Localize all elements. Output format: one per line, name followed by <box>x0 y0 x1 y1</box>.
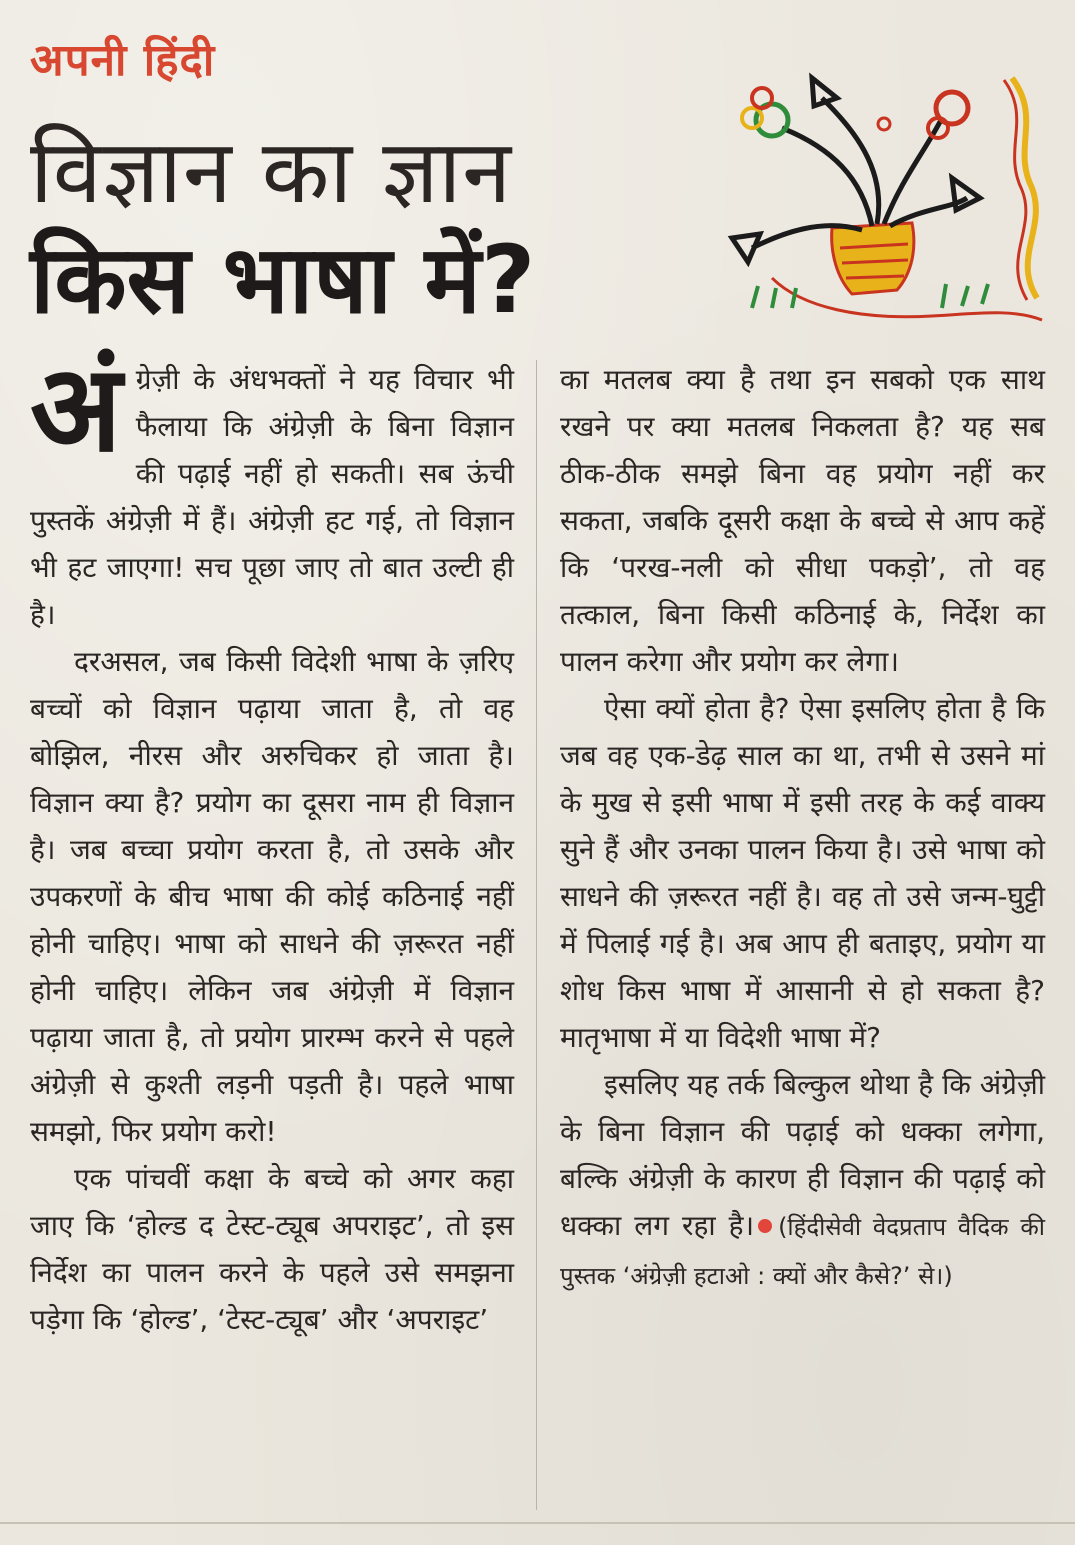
article-column-right <box>560 356 1045 1300</box>
article-column-left <box>30 340 514 1343</box>
paragraph-2: दरअसल, जब किसी विदेशी भाषा के ज़रिए बच्चों को विज्ञान पढ़ाया जाता है, तो वह बोझिल, नीरस और अरुचिकर हो जाता है। विज्ञान क्या है? प्रयोग का दूसरा नाम ही विज्ञान है। जब बच्चा प्रयोग करता है, तो उसके और उपकरणों के बीच भाषा की कोई कठिनाई नहीं होनी चाहिए। भाषा को साधने की ज़रूरत नहीं होनी चाहिए। लेकिन जब अंग्रेज़ी में विज्ञान पढ़ाया जाता है, तो प्रयोग प्रारम्भ करने से पहले अंग्रेज़ी से कुश्ती लड़नी पड़ती है। पहले भाषा समझो, फिर प्रयोग करो! <box>30 645 514 1148</box>
paragraph-5-text: इसलिए यह तर्क बिल्कुल थोथा है कि अंग्रेज़ी के बिना विज्ञान की पढ़ाई को धक्का लगेगा, बल्कि अंग्रेज़ी के कारण ही विज्ञान की पढ़ाई को धक्का लग रहा है। <box>560 1068 1045 1242</box>
bullet-dot-icon <box>758 1219 772 1233</box>
bottom-rule <box>0 1522 1075 1524</box>
rangoli-flower-pot-illustration <box>712 58 1052 336</box>
drop-cap: अं <box>30 340 122 479</box>
headline-line-1: विज्ञान का ज्ञान <box>30 120 513 223</box>
column-divider <box>536 360 537 1510</box>
headline-line-2: किस भाषा में? <box>30 226 536 335</box>
paragraph-5 <box>560 1061 1045 1300</box>
paragraph-3: एक पांचवीं कक्षा के बच्चे को अगर कहा जाए कि ‘होल्ड द टेस्ट-ट्यूब अपराइट’, तो इस निर्देश का पालन करने के पहले उसे समझना पड़ेगा कि ‘होल्ड’, ‘टेस्ट-ट्यूब’ और ‘अपराइट’ <box>30 1162 514 1336</box>
paragraph-1-text: ग्रेज़ी के अंधभक्तों ने यह विचार भी फैलाया कि अंग्रेज़ी के बिना विज्ञान की पढ़ाई नहीं हो सकती। सब ऊंची पुस्तकें अंग्रेज़ी में हैं। अंग्रेज़ी हट गई, तो विज्ञान भी हट जाएगा! सच पूछा जाए तो बात उल्टी ही है। <box>30 363 514 631</box>
paragraph-1 <box>30 340 514 638</box>
source-credit: (हिंदीसेवी वेदप्रताप वैदिक की पुस्तक ‘अंग्रेज़ी हटाओ : क्यों और कैसे?’ से।) <box>560 1213 1045 1290</box>
paragraph-4: ऐसा क्यों होता है? ऐसा इसलिए होता है कि जब वह एक-डेढ़ साल का था, तभी से उसने मां के मुख से इसी भाषा में इसी तरह के कई वाक्य सुने हैं और उनका पालन किया है। उसे भाषा को साधने की ज़रूरत नहीं है। वह तो उसे जन्म-घुट्टी में पिलाई गई है। अब आप ही बताइए, प्रयोग या शोध किस भाषा में आसानी से हो सकता है? मातृभाषा में या विदेशी भाषा में? <box>560 692 1045 1054</box>
column-label: अपनी हिंदी <box>30 35 216 86</box>
paragraph-3-continued: का मतलब क्या है तथा इन सबको एक साथ रखने पर क्या मतलब निकलता है? यह सब ठीक-ठीक समझे बिना वह प्रयोग नहीं कर सकता, जबकि दूसरी कक्षा के बच्चे से आप कहें कि ‘परख-नली को सीधा पकड़ो’, तो वह तत्काल, बिना किसी कठिनाई के, निर्देश का पालन करेगा और प्रयोग कर लेगा। <box>560 363 1045 678</box>
